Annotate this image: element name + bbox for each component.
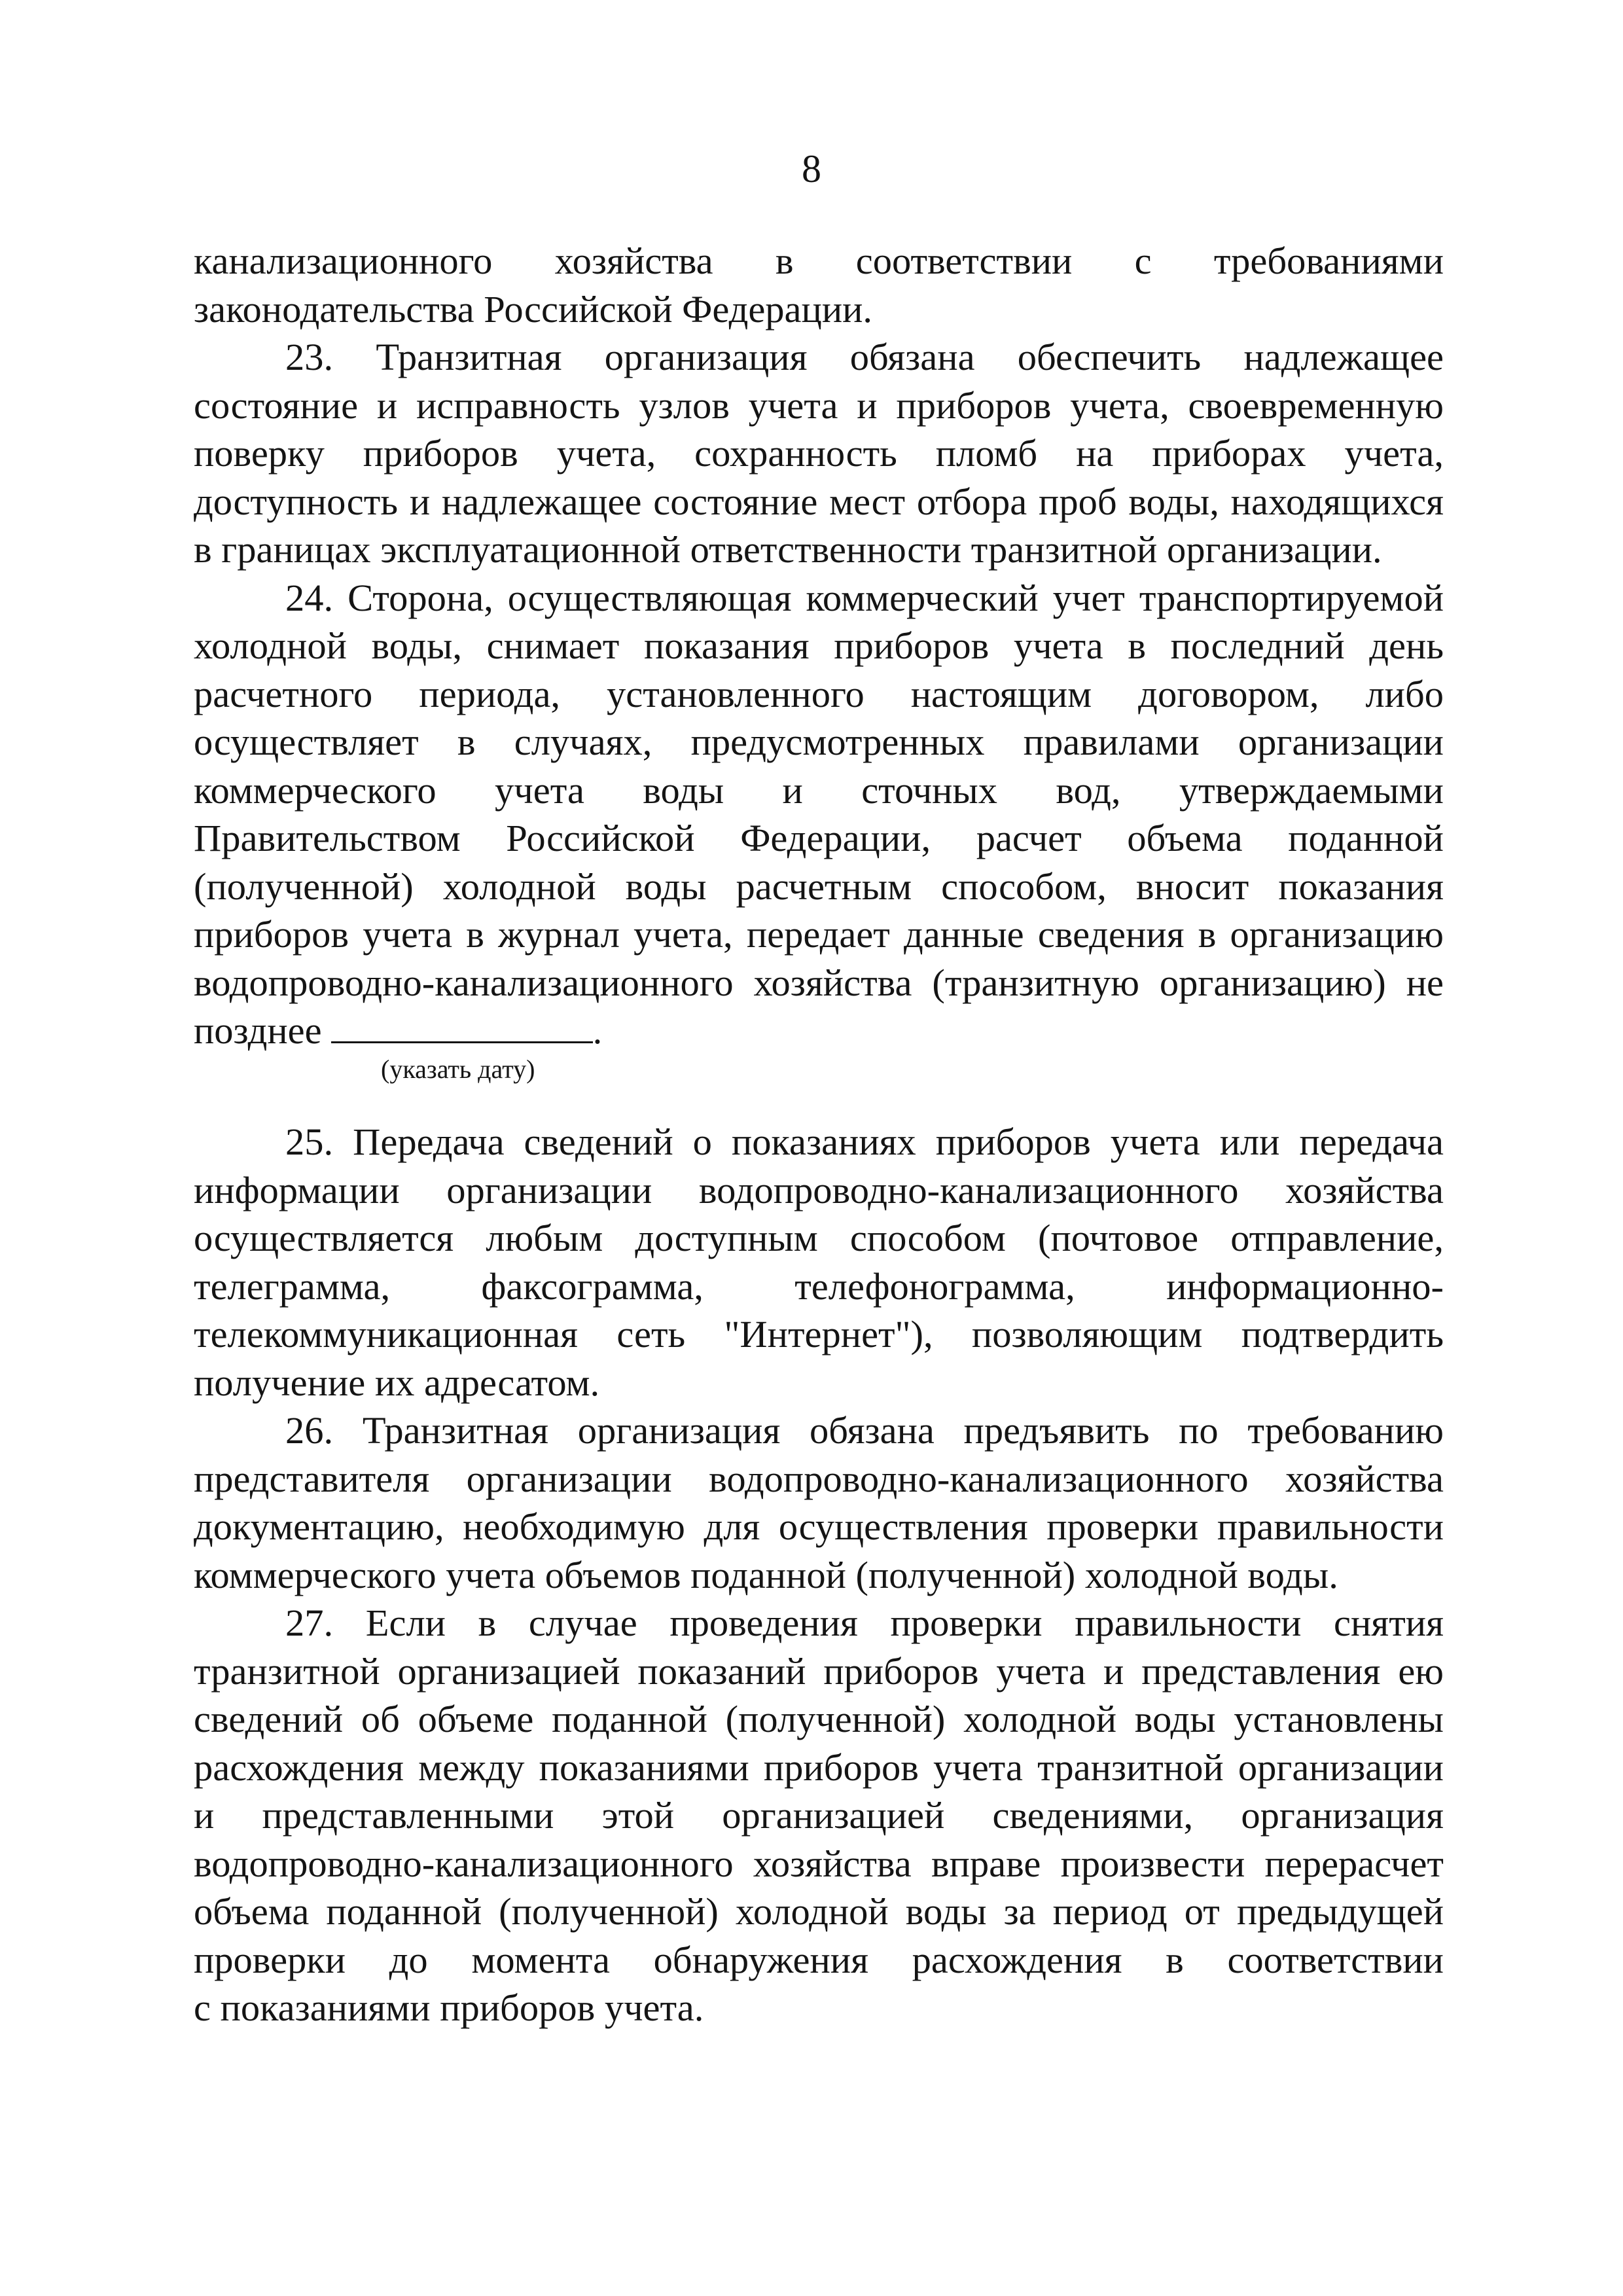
page-number: 8	[802, 147, 821, 190]
text-line: информации организации водопроводно-канализационного хозяйства	[194, 1168, 1444, 1211]
text-line: законодательства Российской Федерации.	[194, 287, 873, 331]
text-line: коммерческого учета объемов поданной (полученной) холодной воды.	[194, 1553, 1338, 1596]
paragraph-22-continuation	[194, 237, 1444, 333]
text-line: 25. Передача сведений о показаниях приборов учета или передача	[285, 1121, 1444, 1163]
text-line: расхождения между показаниями приборов учета транзитной организации	[194, 1746, 1444, 1789]
date-hint: (указать дату)	[381, 1054, 535, 1084]
text-line: канализационного хозяйства в соответствии с требованиями	[194, 240, 1444, 282]
text-line: поверку приборов учета, сохранность пломб на приборах учета,	[194, 432, 1444, 475]
text-line: (полученной) холодной воды расчетным способом, вносит показания	[194, 865, 1444, 908]
text-line: получение их адресатом.	[194, 1361, 600, 1404]
text-line: и представленными этой организацией сведениями, организация	[194, 1794, 1444, 1837]
paragraph-24	[194, 574, 1444, 1007]
text-line: приборов учета в журнал учета, передает данные сведения в организацию	[194, 913, 1444, 956]
text-line: транзитной организацией показаний приборов учета и представления ею	[194, 1649, 1444, 1693]
text-line: с показаниями приборов учета.	[194, 1986, 704, 2029]
text-line: расчетного периода, установленного настоящим договором, либо	[194, 672, 1444, 715]
document-body	[194, 237, 1444, 2032]
date-suffix: .	[592, 1009, 603, 1052]
text-line: водопроводно-канализационного хозяйства вправе произвести перерасчет	[194, 1842, 1444, 1885]
text-line: телеграмма, факсограмма, телефонограмма, информационно-	[194, 1265, 1444, 1308]
text-line: объема поданной (полученной) холодной воды за период от предыдущей	[194, 1890, 1444, 1933]
paragraph-25	[194, 1118, 1444, 1407]
text-line: осуществляется любым доступным способом (почтовое отправление,	[194, 1217, 1444, 1259]
text-line: проверки до момента обнаружения расхождения в соответствии	[194, 1938, 1444, 1981]
text-line: в границах эксплуатационной ответственности транзитной организации.	[194, 528, 1382, 571]
text-line: осуществляет в случаях, предусмотренных правилами организации	[194, 721, 1444, 763]
text-line: 23. Транзитная организация обязана обеспечить надлежащее	[285, 336, 1444, 378]
date-prefix: позднее	[194, 1009, 322, 1052]
text-line: представителя организации водопроводно-канализационного хозяйства	[194, 1457, 1444, 1500]
date-blank-field[interactable]	[331, 1007, 593, 1043]
paragraph-23	[194, 333, 1444, 574]
text-line: состояние и исправность узлов учета и приборов учета, своевременную	[194, 384, 1444, 427]
text-line: коммерческого учета воды и сточных вод, утверждаемыми	[194, 768, 1444, 812]
text-line: холодной воды, снимает показания приборов учета в последний день	[194, 624, 1444, 667]
text-line: 27. Если в случае проведения проверки правильности снятия	[285, 1602, 1444, 1644]
paragraph-27	[194, 1599, 1444, 2032]
text-line: телекоммуникационная сеть "Интернет"), позволяющим подтвердить	[194, 1313, 1444, 1355]
paragraph-26	[194, 1407, 1444, 1599]
date-field-block	[194, 1007, 1444, 1118]
text-line: 26. Транзитная организация обязана предъявить по требованию	[285, 1409, 1444, 1452]
text-line: водопроводно-канализационного хозяйства (транзитную организацию) не	[194, 961, 1444, 1004]
date-line	[194, 1007, 1444, 1055]
text-line: Правительством Российской Федерации, расчет объема поданной	[194, 817, 1444, 859]
text-line: сведений об объеме поданной (полученной) холодной воды установлены	[194, 1698, 1444, 1740]
text-line: документацию, необходимую для осуществления проверки правильности	[194, 1505, 1444, 1548]
text-line: 24. Сторона, осуществляющая коммерческий учет транспортируемой	[285, 576, 1444, 619]
text-line: доступность и надлежащее состояние мест отбора проб воды, находящихся	[194, 480, 1444, 523]
